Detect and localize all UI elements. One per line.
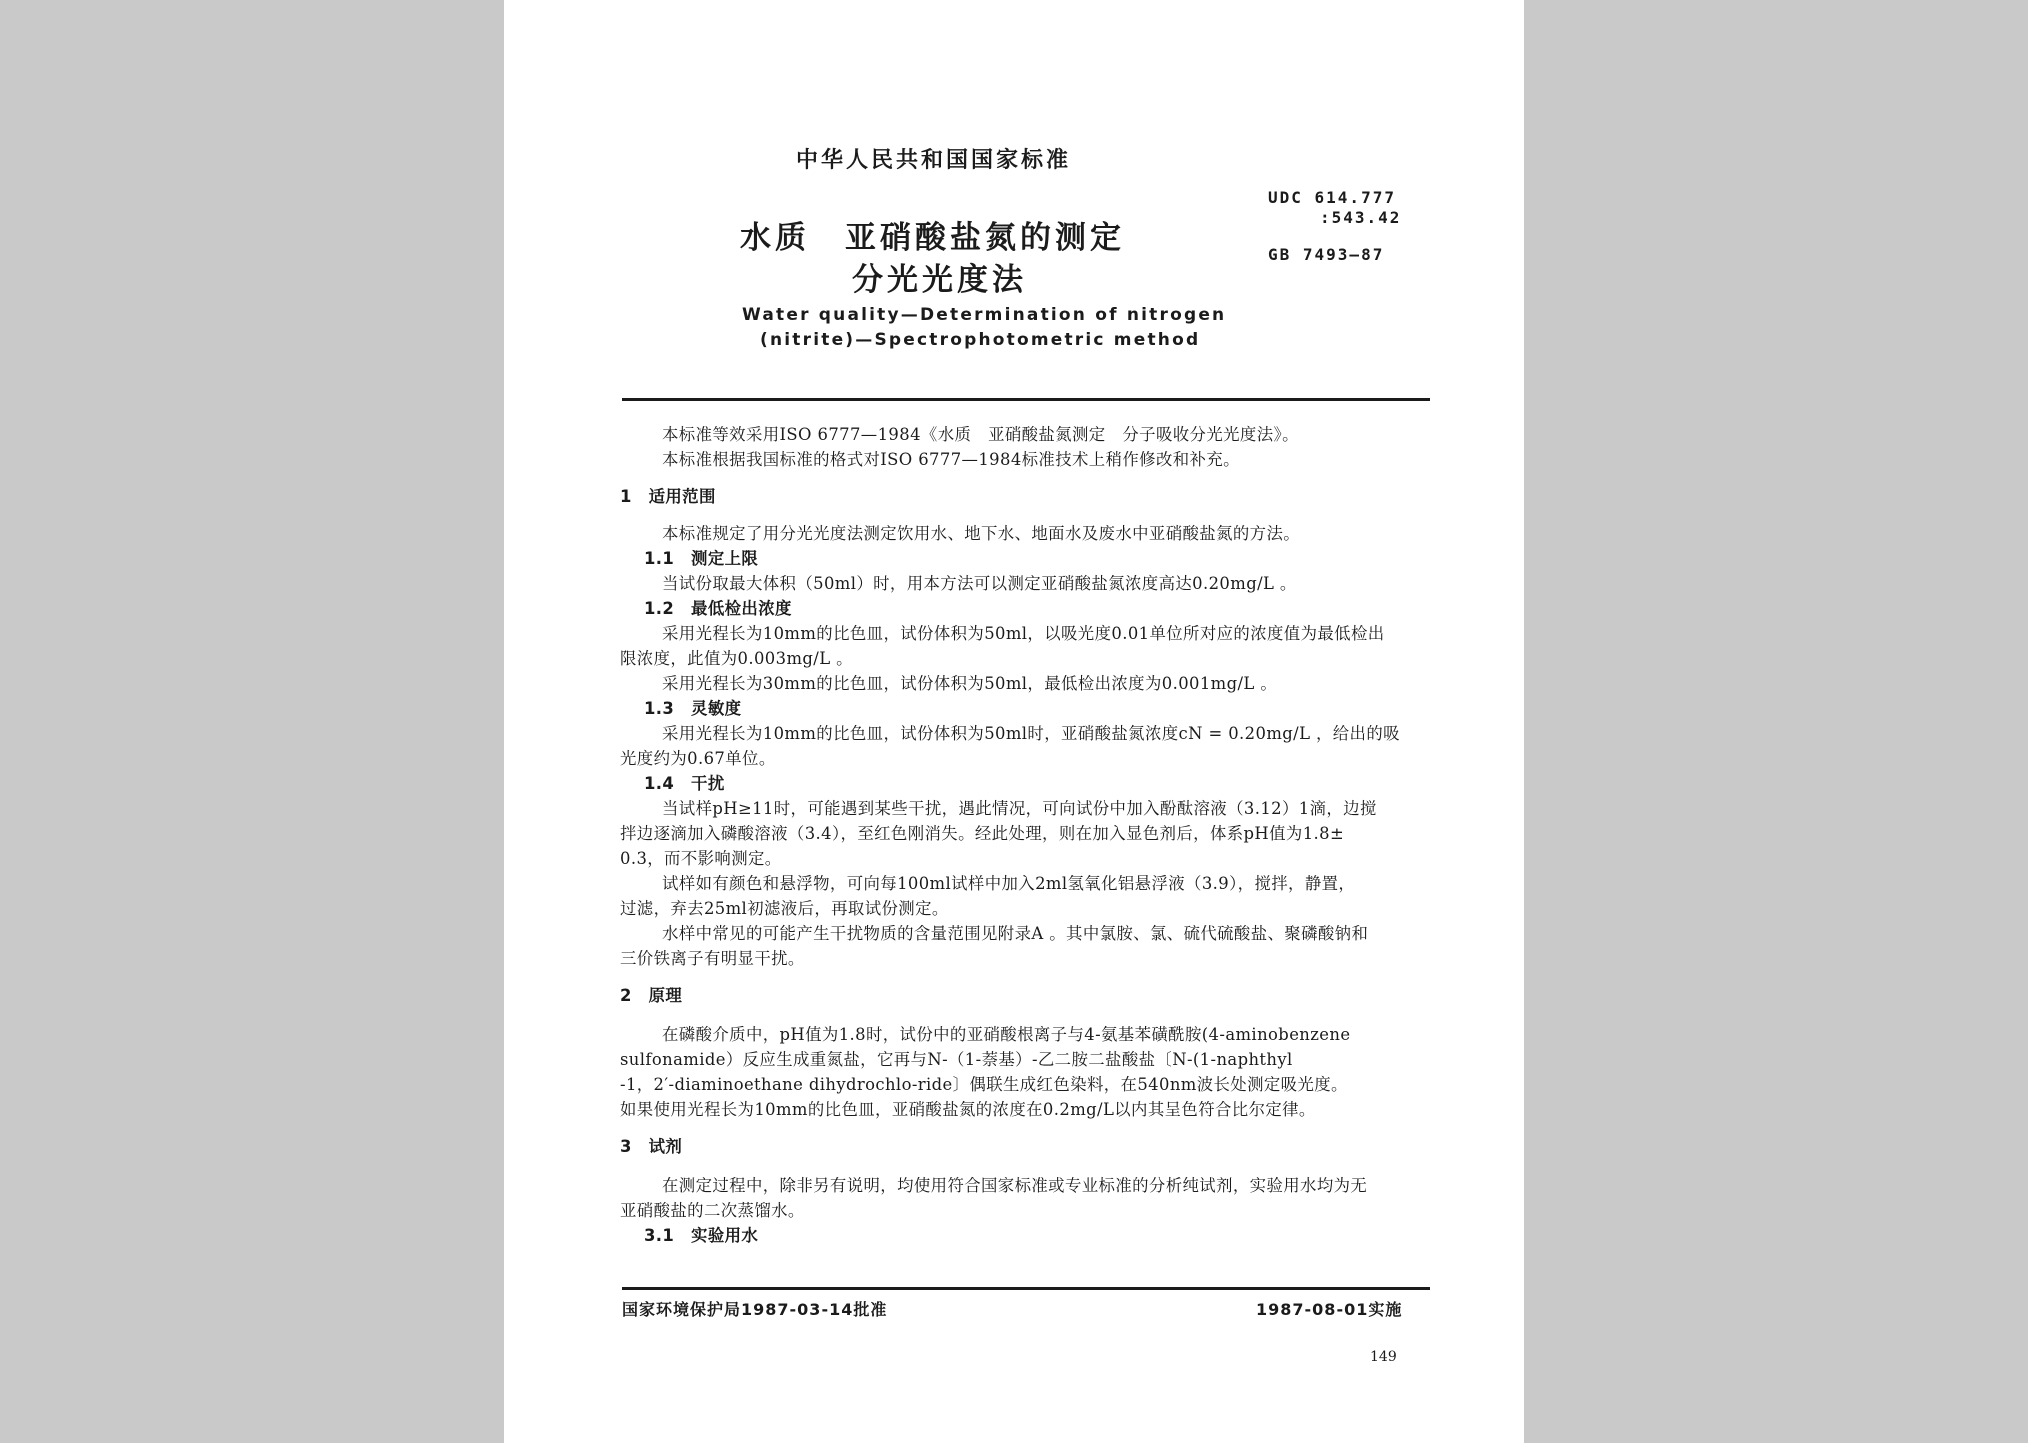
subsection-heading: 1.1 测定上限 bbox=[644, 549, 759, 568]
subsection-heading: 1.4 干扰 bbox=[644, 774, 725, 793]
effective-date: 1987-08-01实施 bbox=[1256, 1300, 1403, 1319]
paragraph-line: 采用光程长为10mm的比色皿，试份体积为50ml，以吸光度0.01单位所对应的浓度值为最低检出 bbox=[662, 624, 1385, 643]
paragraph-line: 水样中常见的可能产生干扰物质的含量范围见附录A 。其中氯胺、氯、硫代硫酸盐、聚磷酸钠和 bbox=[662, 924, 1369, 943]
document-page bbox=[504, 0, 1524, 1443]
subsection-heading: 3.1 实验用水 bbox=[644, 1226, 759, 1245]
paragraph-line: 当试样pH≥11时，可能遇到某些干扰，遇此情况，可向试份中加入酚酞溶液（3.12）1滴，边搅 bbox=[662, 799, 1377, 818]
subsection-heading: 1.2 最低检出浓度 bbox=[644, 599, 792, 618]
udc-line2: :543.42 bbox=[1320, 208, 1402, 227]
header-rule bbox=[622, 398, 1430, 401]
paragraph-line: 采用光程长为10mm的比色皿，试份体积为50ml时，亚硝酸盐氮浓度cN = 0.20mg/L ，给出的吸 bbox=[662, 724, 1400, 743]
paragraph-line: 当试份取最大体积（50ml）时，用本方法可以测定亚硝酸盐氮浓度高达0.20mg/L 。 bbox=[662, 574, 1297, 593]
paragraph-line: 采用光程长为30mm的比色皿，试份体积为50ml，最低检出浓度为0.001mg/L 。 bbox=[662, 674, 1278, 693]
paragraph-line: 过滤，弃去25ml初滤液后，再取试份测定。 bbox=[620, 899, 949, 918]
title-cn-line1: 水质 亚硝酸盐氮的测定 bbox=[740, 220, 1125, 256]
subsection-heading: 1.3 灵敏度 bbox=[644, 699, 742, 718]
paragraph-line: 拌边逐滴加入磷酸溶液（3.4），至红色刚消失。经此处理，则在加入显色剂后，体系pH值为1.8± bbox=[620, 824, 1345, 843]
paragraph-line: 限浓度，此值为0.003mg/L 。 bbox=[620, 649, 853, 668]
paragraph-line: 在测定过程中，除非另有说明，均使用符合国家标准或专业标准的分析纯试剂，实验用水均为无 bbox=[662, 1176, 1368, 1195]
paragraph-line: 本标准规定了用分光光度法测定饮用水、地下水、地面水及废水中亚硝酸盐氮的方法。 bbox=[662, 524, 1301, 543]
section-heading: 2 原理 bbox=[620, 986, 683, 1005]
body-text bbox=[620, 422, 1434, 1248]
section-heading: 3 试剂 bbox=[620, 1137, 683, 1156]
paragraph-line: 三价铁离子有明显干扰。 bbox=[620, 949, 805, 968]
approval-date: 国家环境保护局1987-03-14批准 bbox=[622, 1300, 888, 1319]
paragraph-line: 光度约为0.67单位。 bbox=[620, 749, 776, 768]
paragraph-line: sulfonamide）反应生成重氮盐，它再与N-（1-萘基）-乙二胺二盐酸盐〔N-(1-naphthyl bbox=[620, 1050, 1293, 1069]
paragraph-line: -1，2′-diaminoethane dihydrochlo-ride〕偶联生成红色染料，在540nm波长处测定吸光度。 bbox=[620, 1075, 1348, 1094]
paragraph-line: 亚硝酸盐的二次蒸馏水。 bbox=[620, 1201, 805, 1220]
intro-line: 本标准根据我国标准的格式对ISO 6777—1984标准技术上稍作修改和补充。 bbox=[662, 450, 1240, 469]
publisher-line: 中华人民共和国国家标准 bbox=[796, 148, 1072, 173]
title-en-line2: (nitrite)—Spectrophotometric method bbox=[760, 330, 1201, 350]
paragraph-line: 试样如有颜色和悬浮物，可向每100ml试样中加入2ml氢氧化铝悬浮液（3.9），搅拌，静置， bbox=[662, 874, 1356, 893]
title-cn-line2: 分光光度法 bbox=[852, 262, 1027, 298]
footer-rule bbox=[622, 1287, 1430, 1290]
page-number: 149 bbox=[1370, 1349, 1397, 1365]
section-heading: 1 适用范围 bbox=[620, 487, 716, 506]
udc-line1: UDC 614.777 bbox=[1268, 188, 1396, 207]
paragraph-line: 0.3，而不影响测定。 bbox=[620, 849, 782, 868]
paragraph-line: 在磷酸介质中，pH值为1.8时，试份中的亚硝酸根离子与4-氨基苯磺酰胺(4-aminobenzene bbox=[662, 1025, 1351, 1044]
title-en-line1: Water quality—Determination of nitrogen bbox=[742, 305, 1227, 325]
intro-line: 本标准等效采用ISO 6777—1984《水质 亚硝酸盐氮测定 分子吸收分光光度法》。 bbox=[662, 425, 1299, 444]
gb-number: GB 7493—87 bbox=[1268, 245, 1385, 264]
paragraph-line: 如果使用光程长为10mm的比色皿，亚硝酸盐氮的浓度在0.2mg/L以内其呈色符合比尔定律。 bbox=[620, 1100, 1316, 1119]
